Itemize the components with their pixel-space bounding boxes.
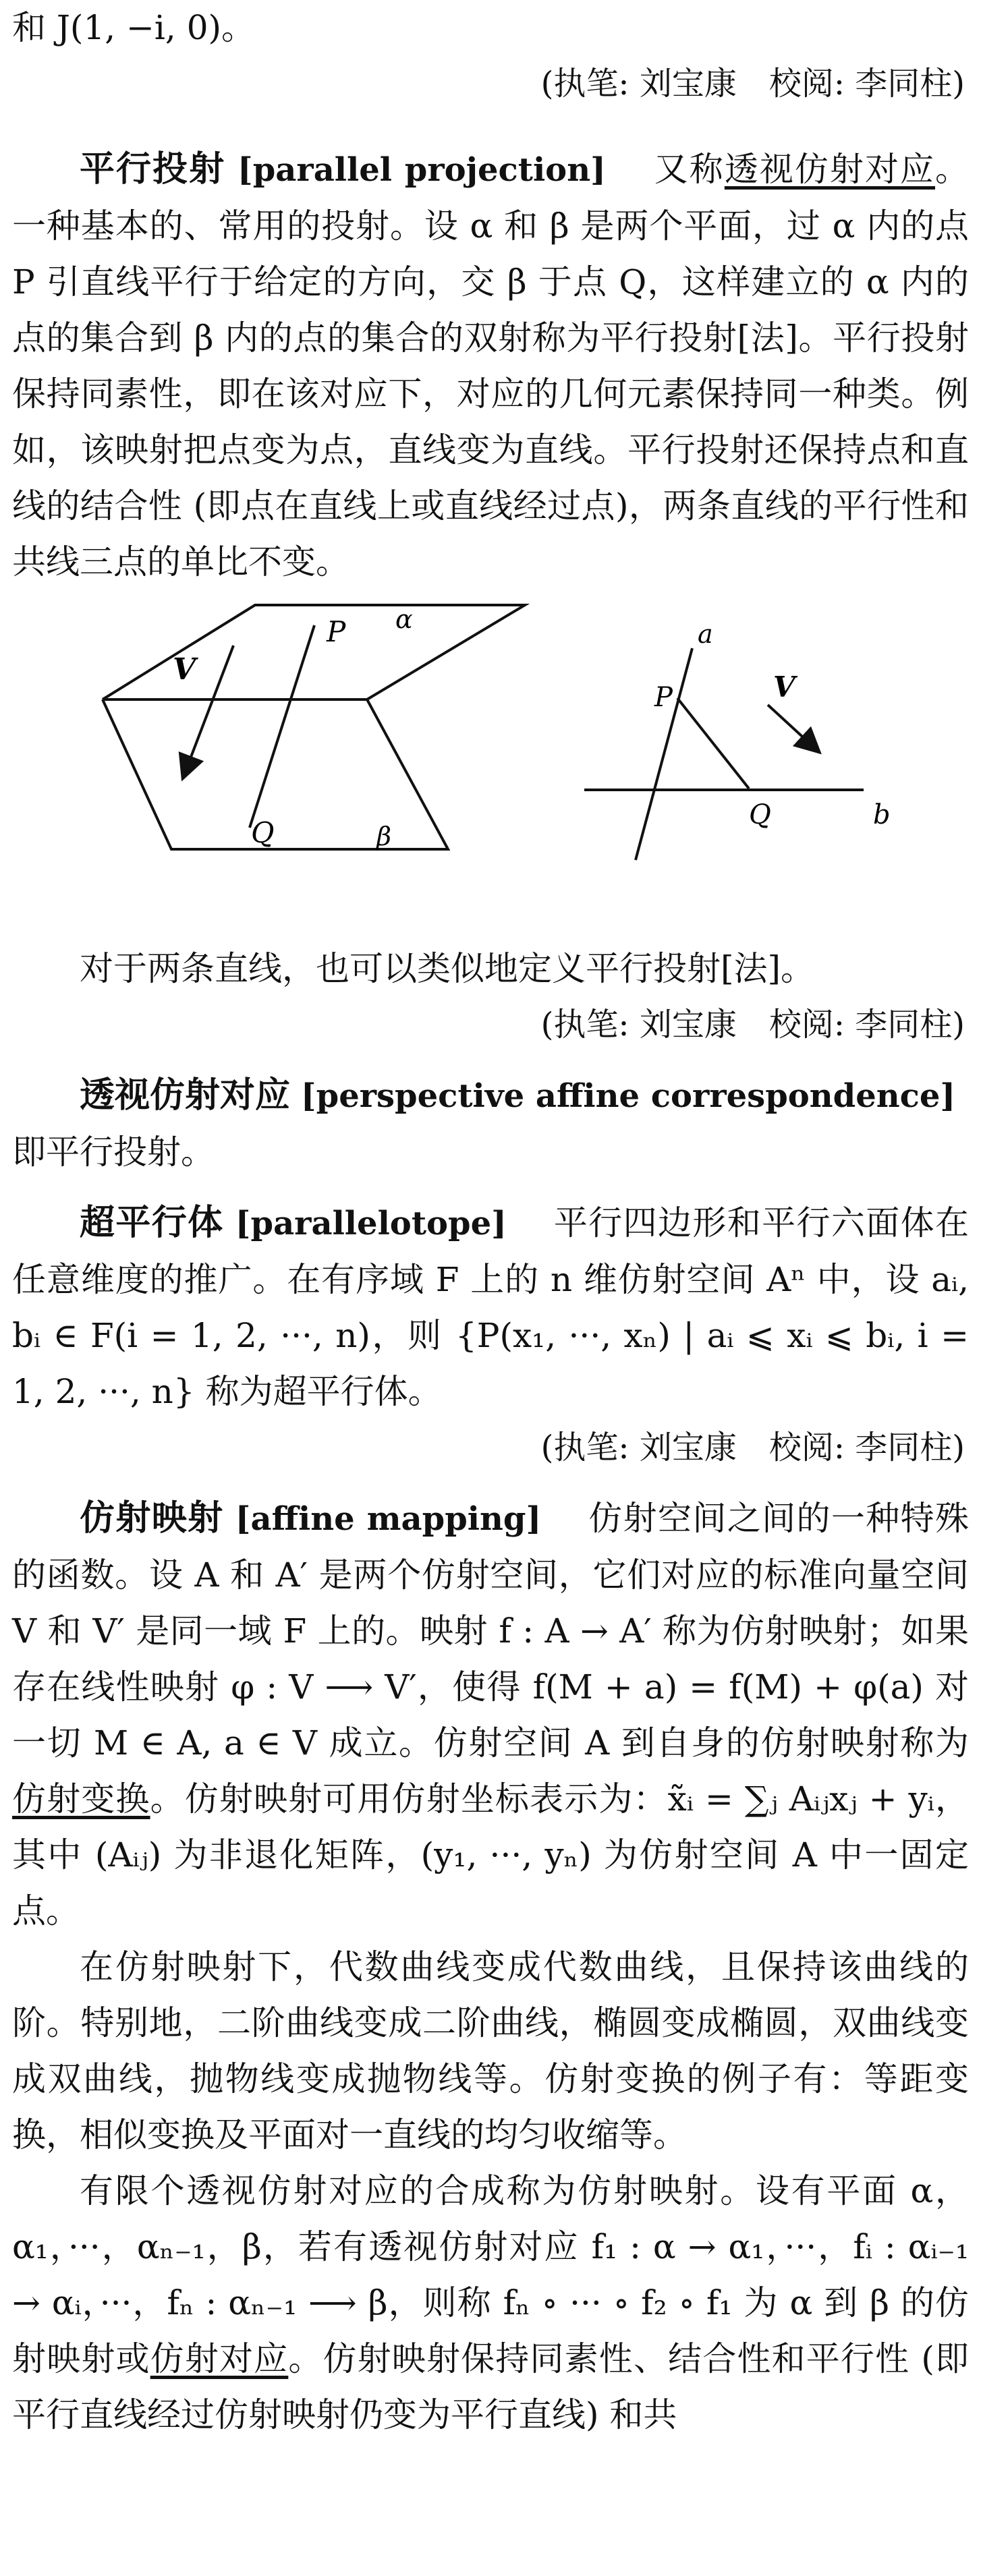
entry-paragraph: 对于两条直线，也可以类似地定义平行投射[法]。	[80, 949, 815, 988]
label-alpha: α	[395, 604, 413, 634]
text-span: 。一种基本的、常用的投射。设 α 和 β 是两个平面，过 α 内的点 P 引直线平行于给定的方向，交 β 于点 Q，这样建立的 α 内的点的集合到 β 内的点的集合的双射称为平行投射[法]。平行投射保持同素性，即在该对应下，对应的几何元素保持同一种类。例如，该映射把点变为点，直线变为直线。平行投射还保持点和直线的结合性 (即点在直线上或直线经过点)，两条直线的平行性和共线三点的单比不变。	[12, 150, 969, 581]
text-span: 有限个透视仿射对应的合成称为仿射映射。设有平面 α，α₁，···，αₙ₋₁，β，若有透视仿射对应 f₁ : α → α₁，···，fᵢ : αᵢ₋₁ → αᵢ，···，fₙ : αₙ₋₁ ⟶ β，则称 fₙ ∘ ··· ∘ f₂ ∘ f₁ 为 α 到 β 的仿射映射或	[12, 2171, 969, 2378]
top-line: 和 J(1, −i, 0)。	[12, 8, 256, 47]
entry-paragraph: 即平行投射。	[12, 1133, 215, 1172]
text-span: 平行四边形和平行六面体在任意维度的推广。在有序域 F 上的 n 维仿射空间 Aⁿ 中，设 aᵢ, bᵢ ∈ F(i = 1, 2, ···, n)，则 {P(x₁, ···, xₙ) | aᵢ ⩽ xᵢ ⩽ bᵢ, i = 1, 2, ···, n} 称为超平行体。	[12, 1203, 969, 1411]
entry-english-term: [parallel projection]	[237, 151, 606, 189]
entry-title: 超平行体	[80, 1203, 224, 1243]
signature: (执笔: 刘宝康 校阅: 李同柱)	[540, 1429, 965, 1466]
projection-line-pq	[250, 625, 314, 828]
entry-english-term: [perspective affine correspondence]	[300, 1077, 956, 1115]
plane-beta	[103, 699, 448, 849]
cross-reference-link[interactable]: 仿射对应	[150, 2339, 289, 2378]
text-span: 又称	[654, 150, 725, 189]
entry-affine-mapping	[12, 1491, 969, 2443]
label-v-left: V	[173, 652, 196, 687]
entry-parallel-projection	[12, 142, 969, 1053]
entry-paragraph	[12, 142, 969, 590]
figure-parallel-projection	[12, 590, 969, 941]
vector-v-arrow-right	[768, 705, 818, 751]
plane-alpha	[103, 605, 525, 699]
entry-title: 平行投射	[80, 149, 226, 190]
entry-title: 透视仿射对应	[80, 1075, 291, 1116]
entry-title: 仿射映射	[80, 1498, 224, 1539]
signature: (执笔: 刘宝康 校阅: 李同柱)	[540, 1006, 965, 1043]
line-a	[636, 648, 692, 860]
entry-heading	[12, 1068, 969, 1124]
entry-paragraph: 在仿射映射下，代数曲线变成代数曲线，且保持该曲线的阶。特别地，二阶曲线变成二阶曲线，椭圆变成椭圆，双曲线变成双曲线，抛物线变成抛物线等。仿射变换的例子有：等距变换，相似变换及平面对一直线的均匀收缩等。	[12, 1947, 969, 2154]
entry-english-term: [parallelotope]	[235, 1205, 507, 1242]
signature-1: (执笔: 刘宝康 校阅: 李同柱)	[540, 65, 965, 103]
label-p-right: P	[654, 682, 673, 713]
right-figure	[584, 648, 864, 860]
figure-svg	[12, 590, 970, 941]
entry-perspective-affine-correspondence	[12, 1068, 969, 1180]
label-b: b	[873, 799, 891, 830]
label-p-left: P	[327, 615, 346, 648]
label-beta: β	[376, 822, 391, 851]
cross-reference-link[interactable]: 仿射变换	[12, 1779, 150, 1819]
cross-reference-link[interactable]: 透视仿射对应	[724, 150, 935, 189]
text-span: 。仿射映射保持同素性、结合性和平行性 (即平行直线经过仿射映射仍变为平行直线) 和共	[12, 2339, 969, 2434]
label-v-right: V	[773, 670, 795, 704]
entry-parallelotope	[12, 1195, 969, 1476]
text-span: 仿射空间之间的一种特殊的函数。设 A 和 A′ 是两个仿射空间，它们对应的标准向量空间 V 和 V′ 是同一域 F 上的。映射 f : A → A′ 称为仿射映射；如果存在线性映射 φ : V ⟶ V′，使得 f(M + a) = f(M) + φ(a) 对一切 M ∈ A, a ∈ V 成立。仿射空间 A 到自身的仿射映射称为	[12, 1499, 970, 1763]
entry-paragraph	[12, 1195, 969, 1420]
entry-english-term: [affine mapping]	[235, 1500, 542, 1538]
left-figure	[103, 605, 525, 849]
entry-paragraph	[12, 2163, 969, 2443]
entry-paragraph	[12, 1491, 969, 1939]
text-span: 。仿射映射可用仿射坐标表示为：x̃ᵢ = ∑ⱼ Aᵢⱼxⱼ + yᵢ，其中 (Aᵢⱼ) 为非退化矩阵，(y₁, ···, yₙ) 为仿射空间 A 中一固定点。	[12, 1779, 969, 1930]
label-a: a	[698, 619, 713, 649]
label-q-right: Q	[749, 799, 771, 830]
label-q-left: Q	[251, 816, 275, 849]
segment-pq	[677, 698, 749, 789]
